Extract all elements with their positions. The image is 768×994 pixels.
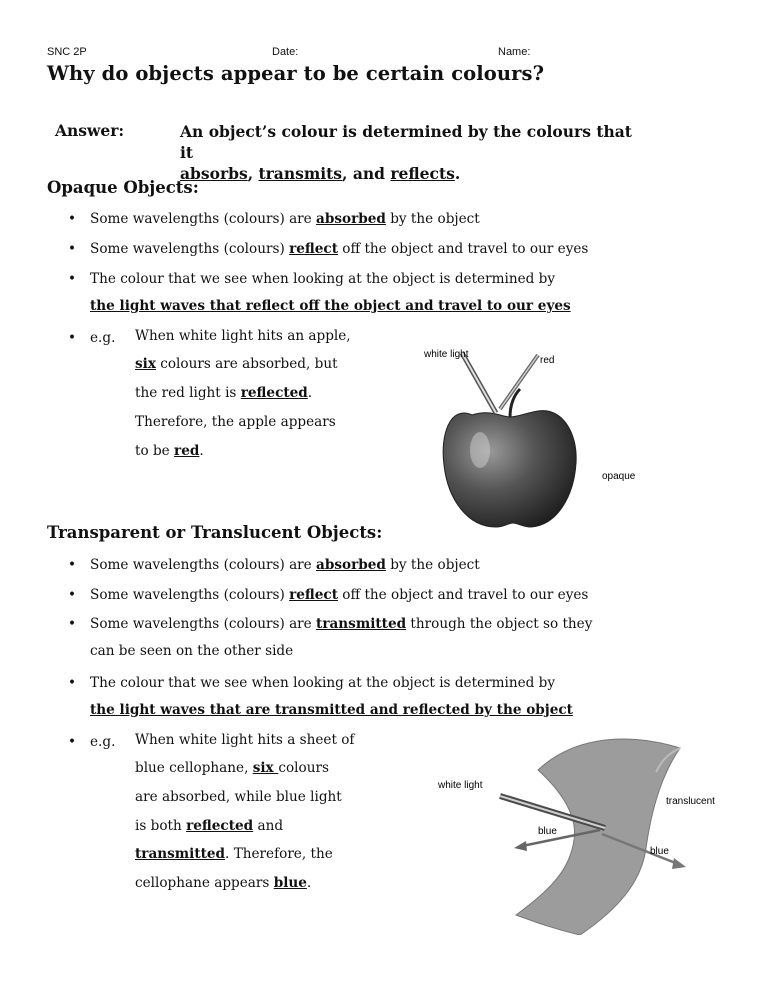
example-text: .	[306, 875, 312, 891]
example-text: colours	[278, 760, 329, 776]
transparent-example-line3: are absorbed, while blue light	[135, 789, 342, 805]
transparent-example-line6	[135, 875, 311, 891]
transparent-example-line1: When white light hits a sheet of	[135, 732, 355, 748]
opaque-heading: Opaque Objects:	[47, 178, 199, 197]
keyword-transmitted: transmitted	[135, 846, 226, 862]
transparent-example-line4	[135, 818, 283, 834]
answer-pre: An object’s colour is determined by the colours that it	[180, 122, 632, 162]
light-rays	[462, 353, 538, 413]
example-text: .	[199, 443, 204, 459]
transparent-heading: Transparent or Translucent Objects:	[47, 523, 383, 542]
example-text: and	[253, 818, 284, 834]
transparent-bullet-absorbed	[90, 555, 480, 575]
answer-sep1: ,	[247, 164, 259, 183]
bullet-text: off the object and travel to our eyes	[337, 587, 589, 603]
opaque-example-line1: When white light hits an apple,	[135, 328, 351, 344]
opaque-example-line5	[135, 443, 204, 459]
cellophane-figure	[430, 730, 740, 935]
label-blue-transmitted: blue	[650, 846, 669, 857]
example-text: the red light is	[135, 385, 241, 401]
transparent-bullet-transmitted	[90, 614, 592, 634]
transparent-example-line2	[135, 760, 329, 776]
opaque-bullet-colour-seen: • The colour that we see when looking at the object is determined by	[90, 269, 555, 289]
opaque-bullet-absorbed	[90, 209, 480, 229]
bullet-text: off the object and travel to our eyes	[337, 241, 589, 257]
transparent-bullet-colour-seen: • The colour that we see when looking at the object is determined by	[90, 673, 555, 693]
answer-end: .	[454, 164, 461, 183]
keyword-absorbed: absorbed	[316, 557, 386, 573]
opaque-bullet-reflect	[90, 239, 588, 259]
label-blue-reflected: blue	[538, 826, 557, 837]
example-text: blue cellophane,	[135, 760, 253, 776]
keyword-transmitted: transmitted	[316, 616, 407, 632]
transparent-bullet-answer: the light waves that are transmitted and reflected by the object	[90, 702, 573, 718]
example-text: cellophane appears	[135, 875, 274, 891]
answer-text	[180, 121, 640, 184]
transparent-eg-label: • e.g.	[90, 732, 115, 752]
bullet-text: Some wavelengths (colours)	[90, 241, 290, 257]
apple-illustration	[443, 389, 576, 527]
opaque-example-line3	[135, 385, 312, 401]
example-text: .	[307, 385, 313, 401]
bullet-text: through the object so they	[406, 616, 593, 632]
apple-figure	[410, 335, 650, 535]
keyword-red: red	[174, 443, 200, 459]
course-code: SNC 2P	[47, 46, 87, 58]
opaque-example-line4: Therefore, the apple appears	[135, 414, 336, 430]
opaque-example-line2	[135, 356, 338, 372]
label-translucent: translucent	[666, 796, 715, 807]
label-white-light: white light	[424, 349, 469, 360]
keyword-six: six	[252, 760, 279, 776]
example-text: colours are absorbed, but	[155, 356, 338, 372]
bullet-text: by the object	[385, 557, 480, 573]
page-title: Why do objects appear to be certain colours?	[47, 62, 545, 85]
opaque-eg-label: • e.g.	[90, 328, 115, 348]
keyword-reflected: reflected	[240, 385, 308, 401]
label-red: red	[540, 355, 555, 366]
transparent-bullet-reflect	[90, 585, 588, 605]
label-opaque: opaque	[602, 471, 636, 482]
example-text: . Therefore, the	[225, 846, 333, 862]
example-text: is both	[135, 818, 187, 834]
answer-absorbs: absorbs	[180, 164, 248, 183]
keyword-blue: blue	[273, 875, 307, 891]
label-white-light: white light	[438, 780, 483, 791]
cellophane-sheet	[516, 739, 680, 935]
bullet-text: Some wavelengths (colours) are	[90, 557, 317, 573]
date-field-label: Date:	[272, 46, 299, 58]
keyword-reflected: reflected	[186, 818, 254, 834]
transparent-bullet-transmitted-cont: can be seen on the other side	[90, 643, 294, 659]
bullet-text: Some wavelengths (colours) are	[90, 616, 317, 632]
answer-transmits: transmits	[258, 164, 343, 183]
keyword-absorbed: absorbed	[316, 211, 386, 227]
opaque-bullet-answer: the light waves that reflect off the object and travel to our eyes	[90, 298, 571, 314]
bullet-text: by the object	[385, 211, 480, 227]
example-text: to be	[135, 443, 175, 459]
keyword-six: six	[135, 356, 156, 372]
name-field-label: Name:	[498, 46, 531, 58]
transparent-example-line5	[135, 846, 333, 862]
answer-sep2: , and	[342, 164, 391, 183]
answer-label: Answer:	[55, 121, 125, 140]
bullet-text: Some wavelengths (colours) are	[90, 211, 317, 227]
keyword-reflect: reflect	[289, 241, 338, 257]
keyword-reflect: reflect	[289, 587, 338, 603]
bullet-text: Some wavelengths (colours)	[90, 587, 290, 603]
answer-reflects: reflects	[390, 164, 455, 183]
